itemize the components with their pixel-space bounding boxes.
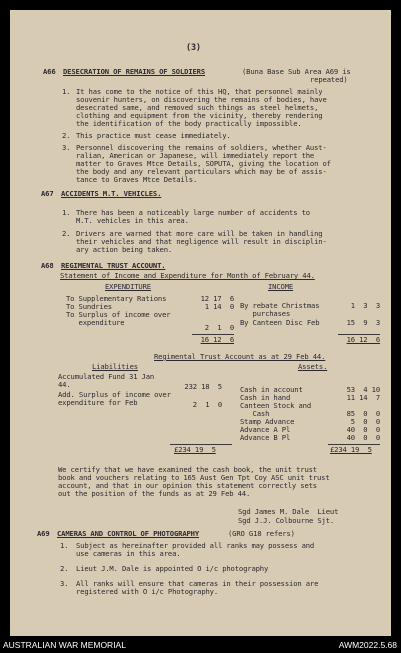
assets-total: £234 19 5 [330,445,372,454]
asset-label: Advance A Pl [240,425,291,434]
a67-item2-line: their vehicles and that negligence will result in disciplin- [76,237,327,246]
expenditure-label: To Sundries [66,302,112,311]
liabilities-total: £234 19 5 [174,445,216,454]
a69-item1-line: use cameras in this area. [76,549,181,558]
a67-code: A67 [41,189,54,198]
expenditure-label: To Surplus of income over [66,310,171,319]
document-page [10,10,391,636]
liability-label: Accumulated Fund 31 Jan [58,372,155,381]
a69-item2-line: Lieut J.M. Dale is appointed O i/c photography [76,564,269,573]
asset-amount: 85 0 0 [346,409,380,418]
a66-item3-num: 3. [62,143,71,152]
asset-amount: 40 0 0 [346,425,380,434]
asset-label: Cash in account [240,385,303,394]
a66-item1-line: souvenir hunters, on discovering the remains of bodies, have [76,95,327,104]
expenditure-label: To Supplementary Rations [66,294,167,303]
a67-heading: ACCIDENTS M.T. VEHICLES. [61,189,162,198]
a66-item1-line: clothing and equipment from the vicinity, thereby rendering [76,111,323,120]
a66-item1-line: desecrated same, and removed such things as steel helmets, [76,103,319,112]
income-label: By Canteen Disc Feb [240,318,320,327]
a66-item1-line: It has come to the notice of this HQ, that personnel mainly [76,87,323,96]
certification-line: out the position of the funds as at 29 Feb 44. [58,489,251,498]
a68-statement-title: Statement of Income and Expenditure for Month of February 44. [60,271,315,280]
income-label: By rebate Christmas [240,301,320,310]
liability-label: expenditure for Feb [58,398,138,407]
asset-label: Advance B Pl [240,433,291,442]
a66-item3-line: tance to Graves Mtce Details. [76,175,198,184]
a66-heading: DESECRATION OF REMAINS OF SOLDIERS [63,67,206,76]
a69-reference: (GRO G18 refers) [228,529,295,538]
a68-code: A68 [41,261,54,270]
a66-item3-line: matter to Graves Mtce Details, SOPUTA, giving the location of [76,159,331,168]
liability-amount: 232 18 5 [184,382,222,391]
a69-heading: CAMERAS AND CONTROL OF PHOTOGRAPHY [57,529,200,538]
a69-code: A69 [37,529,50,538]
a66-item1-num: 1. [62,87,71,96]
income-header: INCOME [268,282,294,291]
a66-code: A66 [43,67,56,76]
a69-item1-line: Subject as hereinafter provided all ranks may possess and [76,541,315,550]
a67-item1-line: M.T. vehicles in this area. [76,216,189,225]
a66-item2-line: This practice must cease immediately. [76,131,231,140]
a66-note-line2: repeated) [310,75,348,84]
a69-item3-line: registered with O i/c Photography. [76,587,219,596]
liability-label: Add. Surplus of income over [58,390,171,399]
a66-item2-num: 2. [62,131,71,140]
assets-header: Assets. [298,362,328,371]
expenditure-amount: 12 17 6 [200,294,234,303]
a68-heading: REGIMENTAL TRUST ACCOUNT. [61,261,166,270]
a66-item3-line: Personnel discovering the remains of soldiers, whether Aust- [76,143,327,152]
signature-line: Sgd James M. Dale Lieut [238,507,339,516]
income-label: purchases [240,309,291,318]
expenditure-amount: 2 1 0 [204,323,234,332]
a66-item3-line: ralian, American or Japanese, will immediately report the [76,151,315,160]
expenditure-label: expenditure [66,318,125,327]
certification-line: We certify that we have examined the cash book, the unit trust [58,465,317,474]
income-amount: 1 3 3 [350,301,380,310]
certification-line: account, and that in our opinion this statement correctly sets [58,481,317,490]
asset-label: Cash [240,409,270,418]
footer-accession-number: AWM2022.5.68 [338,640,397,650]
footer-institution: AUSTRALIAN WAR MEMORIAL [3,640,126,650]
page-number: (3) [186,43,201,53]
a66-item3-line: the body and any relevant particulars which may be of assis- [76,167,327,176]
liabilities-header: Liabilities [92,362,138,371]
asset-label: Stamp Advance [240,417,295,426]
asset-label: Canteen Stock and [240,401,312,410]
liability-amount: 2 1 0 [192,400,222,409]
expenditure-amount: 1 14 0 [204,302,234,311]
income-amount: 15 9 3 [346,318,380,327]
asset-amount: 40 0 0 [346,433,380,442]
a67-item2-num: 2. [62,229,71,238]
asset-amount: 11 14 7 [346,393,380,402]
a66-item1-line: the identification of the body practically impossible. [76,119,302,128]
a69-item3-num: 3. [60,579,69,588]
asset-amount: 53 4 10 [346,385,380,394]
income-total: 16 12 6 [346,335,380,344]
certification-line: book and vouchers relating to 165 Aust Gen Tpt Coy ASC unit trust [58,473,330,482]
a69-item1-num: 1. [60,541,69,550]
archive-footer [0,636,401,653]
expenditure-header: EXPENDITURE [105,282,151,291]
liability-label: 44. [58,380,71,389]
asset-amount: 5 0 0 [350,417,380,426]
balance-title: Regimental Trust Account as at 29 Feb 44. [154,352,326,361]
asset-label: Cash in hand [240,393,291,402]
a67-item2-line: ary action being taken. [76,245,173,254]
signature-line: Sgd J.J. Colbourne Sjt. [238,516,335,525]
a66-note-line1: (Buna Base Sub Area A69 is [242,67,351,76]
a67-item1-line: There has been a noticeably large number of accidents to [76,208,310,217]
a67-item1-num: 1. [62,208,71,217]
a69-item2-num: 2. [60,564,69,573]
a69-item3-line: All ranks will ensure that cameras in their possession are [76,579,319,588]
a67-item2-line: Drivers are warned that more care will be taken in handling [76,229,323,238]
expenditure-total: 16 12 6 [200,335,234,344]
